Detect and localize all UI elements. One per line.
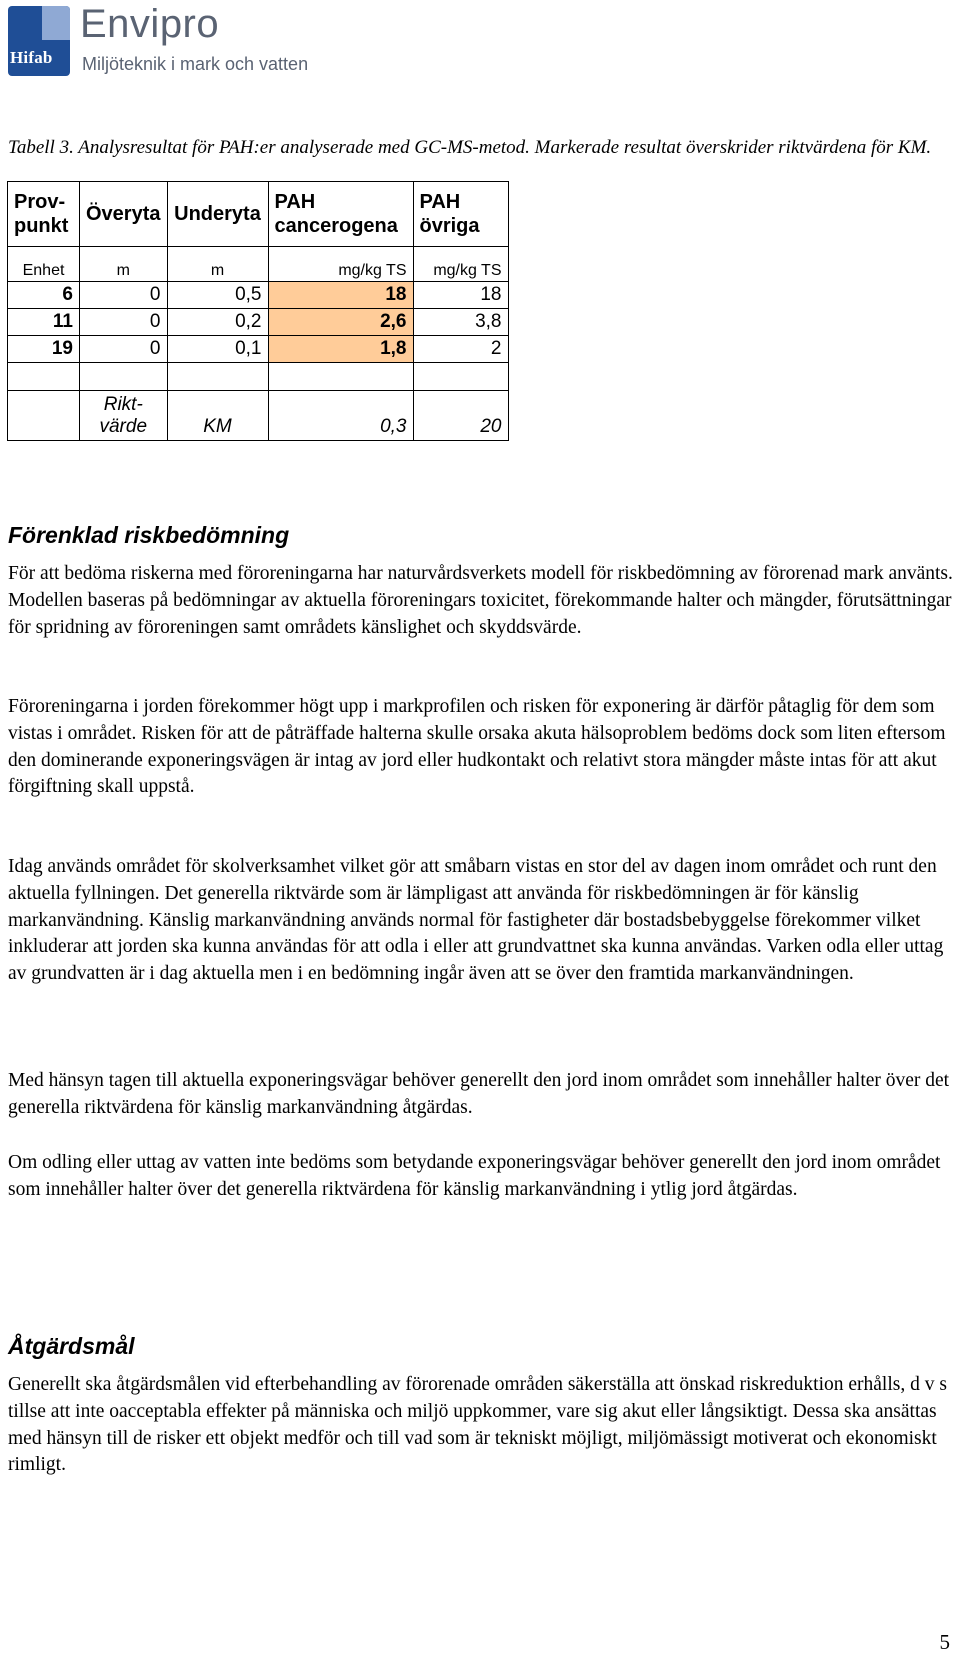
cell-pah-carcinogenic-exceeded: 1,8 [268, 336, 413, 363]
cell-pah-carcinogenic-exceeded: 18 [268, 282, 413, 309]
unit-cell: mg/kg TS [268, 247, 413, 282]
guideline-name: KM [167, 391, 268, 441]
cell-top: 0 [80, 309, 168, 336]
cell-bottom: 0,1 [167, 336, 268, 363]
table-caption: Tabell 3. Analysresultat för PAH:er analyserade med GC-MS-metod. Markerade resultat överskrider riktvärdena för KM. [8, 137, 932, 158]
cell-pah-other: 2 [413, 336, 508, 363]
company-logo [8, 2, 328, 82]
table-header-row [8, 182, 509, 247]
paragraph: Generellt ska åtgärdsmålen vid efterbehandling av förorenade områden säkerställa att önskad riskreduktion erhålls, d v s tillse att inte oacceptabla effekter på människa och miljö uppkommer, vare sig akut eller långsiktigt. Dessa ska ansättas med hänsyn till de risker ett objekt medför och till vad som är tekniskt möjligt, miljömässigt motiverat och ekonomiskt rimligt. [8, 1374, 947, 1476]
cell-pah-other: 18 [413, 282, 508, 309]
page-number: 5 [939, 1630, 950, 1654]
unit-cell: Enhet [8, 247, 80, 282]
paragraph: Om odling eller uttag av vatten inte bedöms som betydande exponeringsvägar behöver generellt den jord inom området som innehåller halter över det generella riktvärdena för känslig markanvändning i ytlig jord åtgärdas. [8, 1152, 941, 1200]
cell-top: 0 [80, 336, 168, 363]
unit-cell: m [80, 247, 168, 282]
guideline-pah-carcinogenic: 0,3 [268, 391, 413, 441]
table-guideline-row [8, 391, 509, 441]
cell-pah-other: 3,8 [413, 309, 508, 336]
paragraph: För att bedöma riskerna med föroreningarna har naturvårdsverkets modell för riskbedömning av förorenad mark använts. Modellen baseras på bedömningar av aktuella föroreningars toxicitet, förekommande halter och mängder, förutsättningar för spridning av föroreningen samt områdets känslighet och skyddsvärde. [8, 563, 953, 638]
section-heading-risk: Förenklad riskbedömning [8, 522, 290, 548]
logo-accent [42, 6, 70, 40]
guideline-label: Rikt- värde [80, 391, 168, 441]
section-heading-goals: Åtgärdsmål [8, 1333, 135, 1359]
table-blank-row [8, 363, 509, 391]
header-pah-carcinogenic: PAH cancerogena [268, 182, 413, 247]
table-row [8, 336, 509, 363]
logo-brand: Envipro [80, 2, 220, 46]
logo-tagline: Miljöteknik i mark och vatten [82, 54, 309, 74]
hifab-logo-mark [8, 6, 70, 76]
cell-top: 0 [80, 282, 168, 309]
cell-bottom: 0,5 [167, 282, 268, 309]
paragraph: Idag används området för skolverksamhet vilket gör att småbarn vistas en stor del av dagen inom området och runt den aktuella fyllningen. Det generella riktvärde som är lämpligast att använda för riskbedömningen är för känslig markanvändning. Känslig markanvändning används normal för fastigheter där bostadsbebyggelse förekommer vilket inkluderar att jorden ska kunna användas för att odla i eller att grundvattnet ska kunna användas. Varken odla eller uttag av grundvatten är i dag aktuella men i en bedömning ingår även att se över den framtida markanvändningen. [8, 856, 944, 985]
guideline-pah-other: 20 [413, 391, 508, 441]
unit-cell: mg/kg TS [413, 247, 508, 282]
logo-mark-text: Hifab [10, 48, 53, 67]
table-row [8, 282, 509, 309]
paragraph: Med hänsyn tagen till aktuella exponeringsvägar behöver generellt den jord inom området som innehåller halter över det generella riktvärdena för känslig markanvändning åtgärdas. [8, 1070, 950, 1118]
results-table [7, 181, 509, 441]
cell-pah-carcinogenic-exceeded: 2,6 [268, 309, 413, 336]
header-top: Överyta [80, 182, 168, 247]
cell-bottom: 0,2 [167, 309, 268, 336]
paragraph: Föroreningarna i jorden förekommer högt upp i markprofilen och risken för exponering är därför påtaglig för dem som vistas i området. Risken för att de påträffade halterna skulle orsaka akuta hälsoproblem bedöms dock som liten eftersom den dominerande exponeringsvägen är intag av jord eller hudkontakt och relativt stora mängder måste intas för att akut förgiftning skall uppstå. [8, 696, 946, 798]
table-unit-row [8, 247, 509, 282]
header-pah-other: PAH övriga [413, 182, 508, 247]
header-sample: Prov- punkt [8, 182, 80, 247]
unit-cell: m [167, 247, 268, 282]
cell-sample: 19 [8, 336, 80, 363]
cell-sample: 6 [8, 282, 80, 309]
table-row [8, 309, 509, 336]
header-bottom: Underyta [167, 182, 268, 247]
cell-sample: 11 [8, 309, 80, 336]
